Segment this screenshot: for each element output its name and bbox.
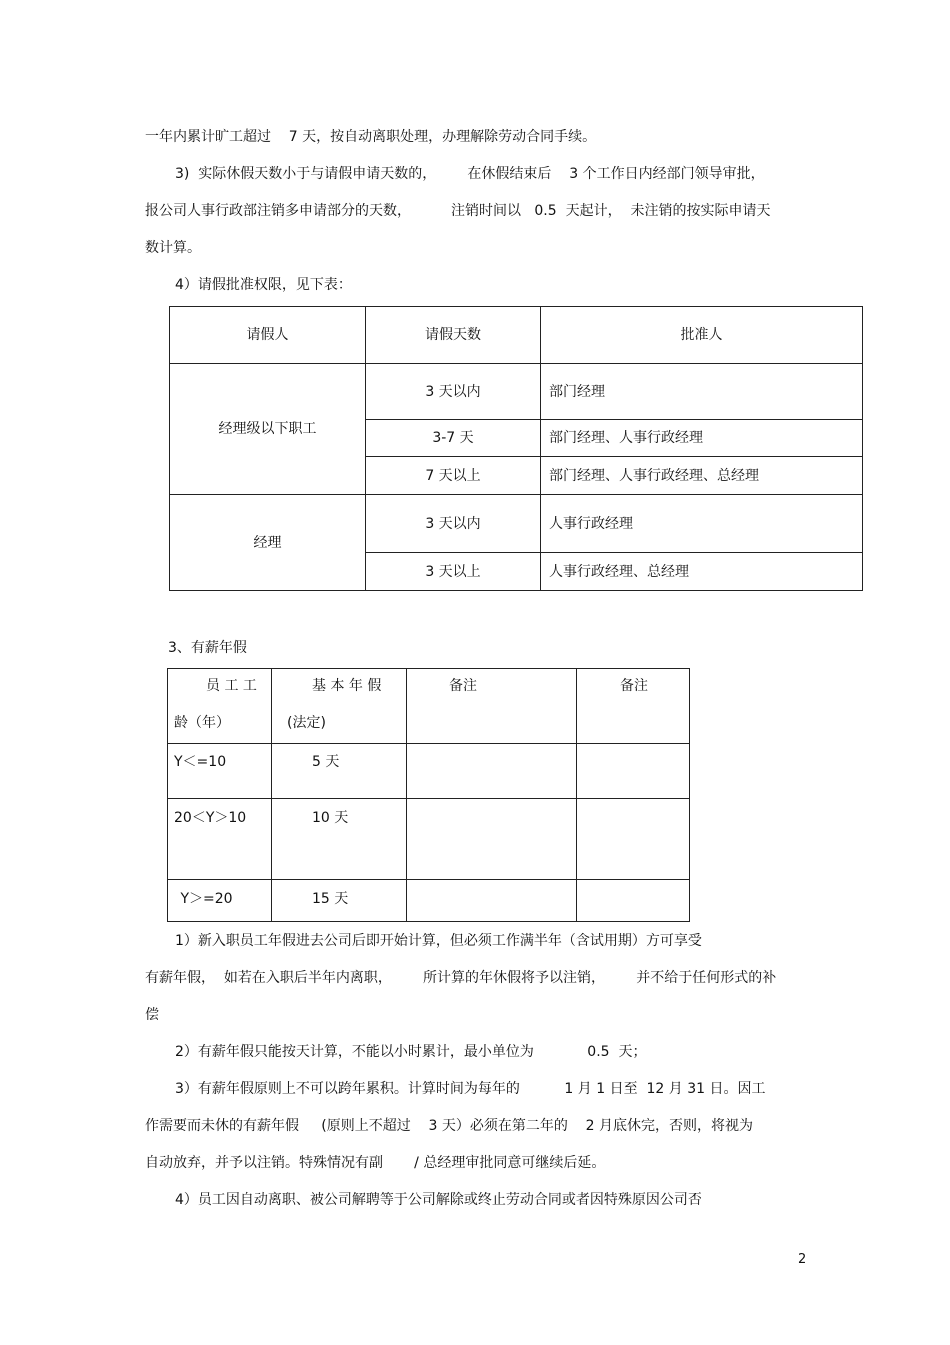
table-row	[170, 364, 863, 420]
table-header-row	[168, 669, 690, 744]
header-remarks-1	[407, 669, 577, 744]
header-applicant: 请假人	[170, 307, 366, 364]
header-seniority-line2: 龄（年）	[174, 715, 230, 731]
leave-days-cell: 7 天以上	[366, 457, 541, 495]
leave-days-cell: 3-7 天	[366, 420, 541, 457]
approver-cell: 人事行政经理、总经理	[541, 553, 863, 591]
remarks-cell	[577, 744, 690, 799]
remarks-cell	[577, 880, 690, 922]
table-row	[170, 495, 863, 553]
note-3-line1: 3）有薪年假原则上不可以跨年累积。计算时间为每年的 1 月 1 日至 12 月 31 日。因工	[175, 1081, 766, 1097]
approval-table	[169, 306, 863, 591]
base-leave-cell	[272, 799, 407, 880]
note-4: 4）员工因自动离职、被公司解聘等于公司解除或终止劳动合同或者因特殊原因公司否	[175, 1192, 702, 1208]
leave-days-cell: 3 天以内	[366, 364, 541, 420]
note-2: 2）有薪年假只能按天计算，不能以小时累计，最小单位为 0.5 天；	[175, 1044, 647, 1060]
base-leave-value: 15 天	[312, 891, 349, 907]
leave-days-cell: 3 天以内	[366, 495, 541, 553]
note-1-line1: 1）新入职员工年假进去公司后即开始计算，但必须工作满半年（含试用期）方可享受	[175, 933, 702, 949]
page-number: 2	[798, 1252, 807, 1267]
approver-cell: 部门经理、人事行政经理、总经理	[541, 457, 863, 495]
base-leave-value: 10 天	[312, 810, 349, 826]
header-remarks-2-text: 备注	[620, 678, 648, 694]
header-base-leave	[272, 669, 407, 744]
table-row	[168, 880, 690, 922]
seniority-cell	[168, 880, 272, 922]
approver-cell: 部门经理、人事行政经理	[541, 420, 863, 457]
applicant-staff: 经理级以下职工	[170, 364, 366, 495]
seniority-cell	[168, 799, 272, 880]
base-leave-value: 5 天	[312, 754, 340, 770]
paragraph-absence-rule: 一年内累计旷工超过 7 天，按自动离职处理，办理解除劳动合同手续。	[145, 129, 597, 145]
seniority-cell	[168, 744, 272, 799]
seniority-value: Y＞=20	[176, 891, 233, 907]
header-base-leave-line1: 基 本 年 假	[312, 678, 382, 694]
remarks-cell	[407, 744, 577, 799]
approver-cell: 部门经理	[541, 364, 863, 420]
table-header-row	[170, 307, 863, 364]
base-leave-cell	[272, 744, 407, 799]
paragraph-cancel-line1: 3) 实际休假天数小于与请假申请天数的， 在休假结束后 3 个工作日内经部门领导审批，	[175, 166, 765, 182]
base-leave-cell	[272, 880, 407, 922]
note-3-line2: 作需要而未休的有薪年假 (原则上不超过 3 天）必须在第二年的 2 月底休完，否则，将视为	[145, 1118, 754, 1134]
header-base-leave-line2: (法定)	[287, 715, 326, 731]
paragraph-approval-intro: 4）请假批准权限，见下表：	[175, 277, 352, 293]
leave-days-cell: 3 天以上	[366, 553, 541, 591]
header-remarks-2	[577, 669, 690, 744]
header-approver: 批准人	[541, 307, 863, 364]
remarks-cell	[577, 799, 690, 880]
approver-cell: 人事行政经理	[541, 495, 863, 553]
note-3-line3: 自动放弃，并予以注销。特殊情况有副 / 总经理审批同意可继续后延。	[145, 1155, 606, 1171]
note-1-line2: 有薪年假， 如若在入职后半年内离职， 所计算的年休假将予以注销， 并不给于任何形式的补	[145, 970, 777, 986]
remarks-cell	[407, 799, 577, 880]
header-seniority-line1: 员 工 工	[206, 678, 257, 694]
table-row	[168, 799, 690, 880]
header-seniority	[168, 669, 272, 744]
header-leave-days: 请假天数	[366, 307, 541, 364]
paragraph-cancel-line2: 报公司人事行政部注销多申请部分的天数， 注销时间以 0.5 天起计， 未注销的按实际申请天	[145, 203, 771, 219]
section-title-annual-leave: 3、有薪年假	[168, 640, 247, 656]
header-remarks-1-text: 备注	[449, 678, 477, 694]
annual-leave-table	[167, 668, 690, 922]
table-row	[168, 744, 690, 799]
note-1-line3: 偿	[145, 1007, 159, 1023]
seniority-value: 20＜Y＞10	[174, 810, 247, 826]
remarks-cell	[407, 880, 577, 922]
paragraph-cancel-line3: 数计算。	[145, 240, 201, 256]
seniority-value: Y＜=10	[174, 754, 227, 770]
applicant-manager: 经理	[170, 495, 366, 591]
